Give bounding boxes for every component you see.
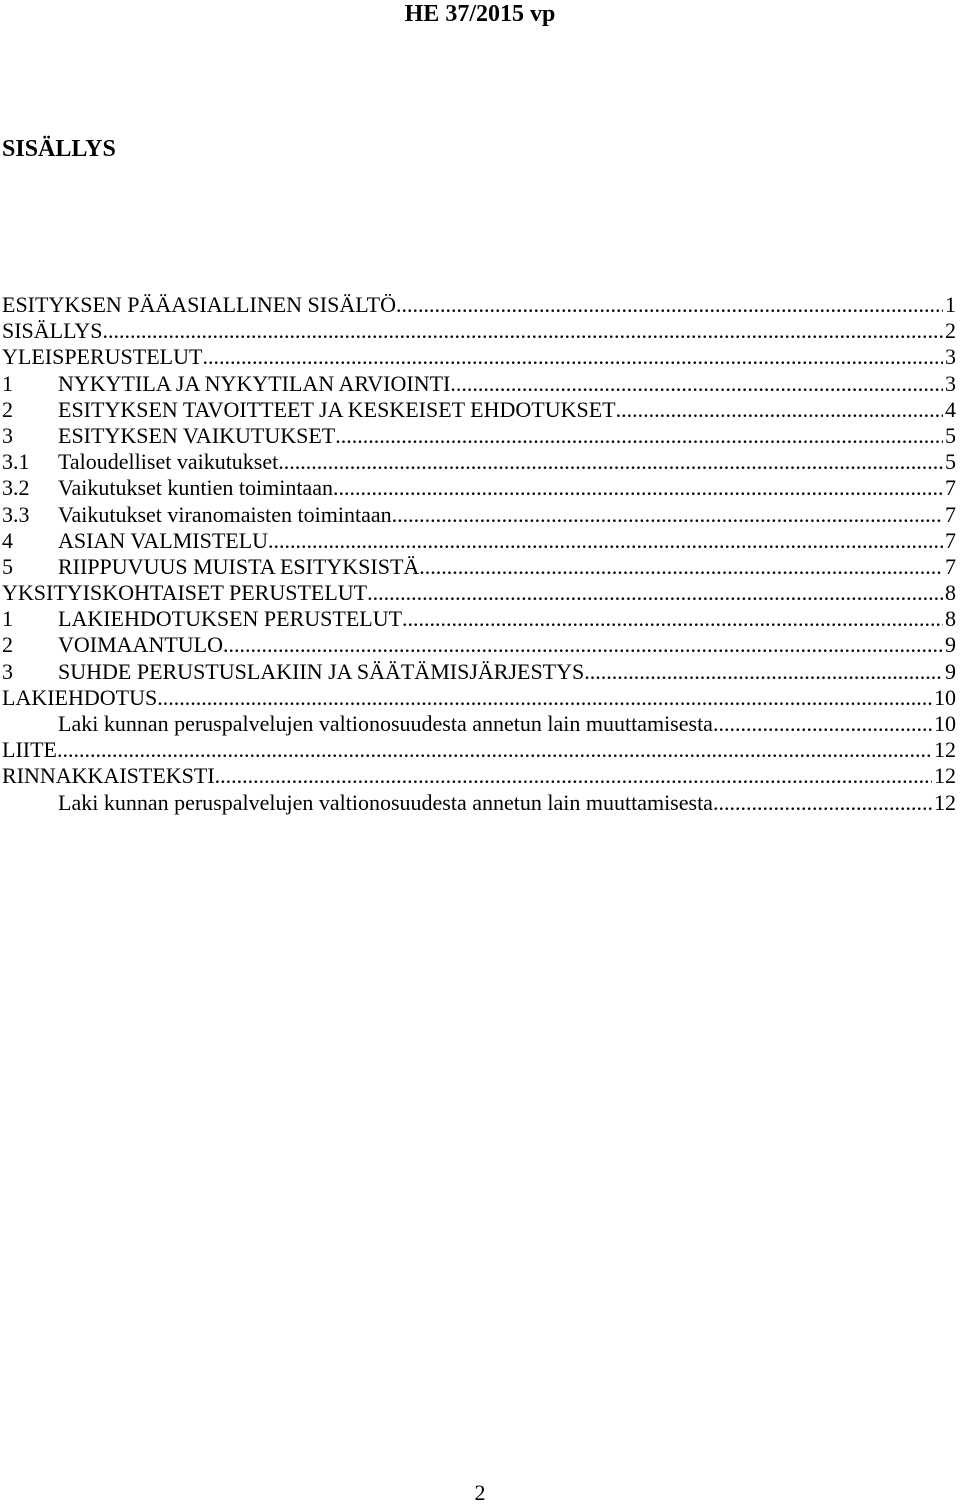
toc-dot-leader [402,606,943,632]
toc-entry[interactable] [2,632,956,658]
toc-entry[interactable] [2,475,956,501]
toc-entry-label: VOIMAANTULO [58,632,223,658]
toc-dot-leader [713,711,932,737]
toc-entry[interactable] [2,318,956,344]
toc-section-number: 3 [2,422,13,448]
toc-entry[interactable] [2,528,956,554]
page-number: 2 [474,1480,486,1505]
toc-entry-label: RIIPPUVUUS MUISTA ESITYKSISTÄ [58,553,420,579]
toc-page-number: 7 [945,475,956,501]
toc-section-number: 1 [2,606,13,632]
toc-entry-label: NYKYTILA JA NYKYTILAN ARVIOINTI [58,370,451,396]
toc-entry[interactable] [2,763,956,789]
toc-section-number: 4 [2,527,13,553]
toc-entry-label: ESITYKSEN TAVOITTEET JA KESKEISET EHDOTUKSET [58,396,616,422]
toc-entry[interactable] [2,554,956,580]
toc-entry-label: ESITYKSEN VAIKUTUKSET [58,422,336,448]
toc-entry-label: Vaikutukset kuntien toimintaan [58,475,333,501]
toc-entry-label: Taloudelliset vaikutukset [58,449,279,475]
toc-entry[interactable] [2,423,956,449]
toc-entry[interactable] [2,449,956,475]
toc-dot-leader [268,528,943,554]
toc-page-number: 8 [945,606,956,632]
toc-entry[interactable] [2,397,956,423]
toc-page-number: 8 [945,580,956,606]
toc-dot-leader [367,580,943,606]
toc-dot-leader [392,502,943,528]
toc-dot-leader [419,554,943,580]
toc-entry-label: LAKIEHDOTUKSEN PERUSTELUT [58,606,403,632]
toc-entry-label: Laki kunnan peruspalvelujen valtionosuudesta annetun lain muuttamisesta [58,711,713,736]
toc-page-number: 3 [945,344,956,370]
toc-page-number: 9 [945,658,956,684]
toc-page-number: 7 [945,527,956,553]
toc-entry[interactable] [2,344,956,370]
toc-entry[interactable] [2,659,956,685]
toc-page-number: 1 [945,292,956,317]
toc-entry[interactable] [2,292,956,318]
toc-dot-leader [333,475,943,501]
toc-page-number: 7 [945,553,956,579]
toc-dot-leader [157,685,932,711]
toc-page-number: 5 [945,449,956,475]
toc-entry[interactable] [2,580,956,606]
table-of-contents [2,292,956,816]
toc-section-number: 3.1 [2,449,30,475]
toc-entry[interactable] [2,711,956,737]
toc-section-number: 3 [2,658,13,684]
toc-dot-leader [584,659,943,685]
toc-page-number: 9 [945,632,956,658]
toc-entry-label: Vaikutukset viranomaisten toimintaan [58,501,392,527]
toc-entry-label: ESITYKSEN PÄÄASIALLINEN SISÄLTÖ [2,292,396,317]
toc-section-number: 1 [2,370,13,396]
toc-entry[interactable] [2,502,956,528]
toc-dot-leader [57,737,932,763]
toc-entry-label: LIITE [2,737,57,763]
toc-page-number: 12 [934,737,956,763]
toc-dot-leader [202,344,943,370]
toc-dot-leader [396,292,943,318]
toc-entry-label: YLEISPERUSTELUT [2,344,203,370]
toc-entry-label: SUHDE PERUSTUSLAKIIN JA SÄÄTÄMISJÄRJESTYS [58,658,585,684]
toc-dot-leader [450,371,943,397]
toc-entry-label: ASIAN VALMISTELU [58,527,269,553]
toc-entry[interactable] [2,790,956,816]
toc-page-number: 12 [934,763,956,789]
toc-dot-leader [335,423,943,449]
document-id-header: HE 37/2015 vp [404,1,556,27]
toc-entry-label: YKSITYISKOHTAISET PERUSTELUT [2,580,368,606]
toc-dot-leader [223,632,943,658]
toc-dot-leader [278,449,943,475]
toc-entry-label: RINNAKKAISTEKSTI [2,763,215,789]
toc-page-number: 4 [945,396,956,422]
toc-dot-leader [215,763,932,789]
toc-section-number: 3.2 [2,475,30,501]
toc-entry[interactable] [2,371,956,397]
toc-page-number: 3 [945,370,956,396]
toc-section-number: 5 [2,553,13,579]
toc-entry-label: Laki kunnan peruspalvelujen valtionosuudesta annetun lain muuttamisesta [58,789,713,815]
toc-entry[interactable] [2,685,956,711]
toc-section-number: 3.3 [2,501,30,527]
toc-entry[interactable] [2,737,956,763]
toc-page-number: 10 [934,684,956,710]
toc-page-number: 7 [945,501,956,527]
toc-page-number: 10 [934,711,956,736]
toc-entry[interactable] [2,606,956,632]
toc-dot-leader [102,318,943,344]
toc-dot-leader [713,790,932,816]
toc-dot-leader [616,397,943,423]
toc-entry-label: SISÄLLYS [2,318,103,344]
toc-section-number: 2 [2,396,13,422]
toc-page-number: 5 [945,422,956,448]
toc-page-number: 12 [934,789,956,815]
toc-page-number: 2 [945,318,956,344]
toc-section-number: 2 [2,632,13,658]
toc-entry-label: LAKIEHDOTUS [2,684,158,710]
page-title: SISÄLLYS [2,136,116,162]
